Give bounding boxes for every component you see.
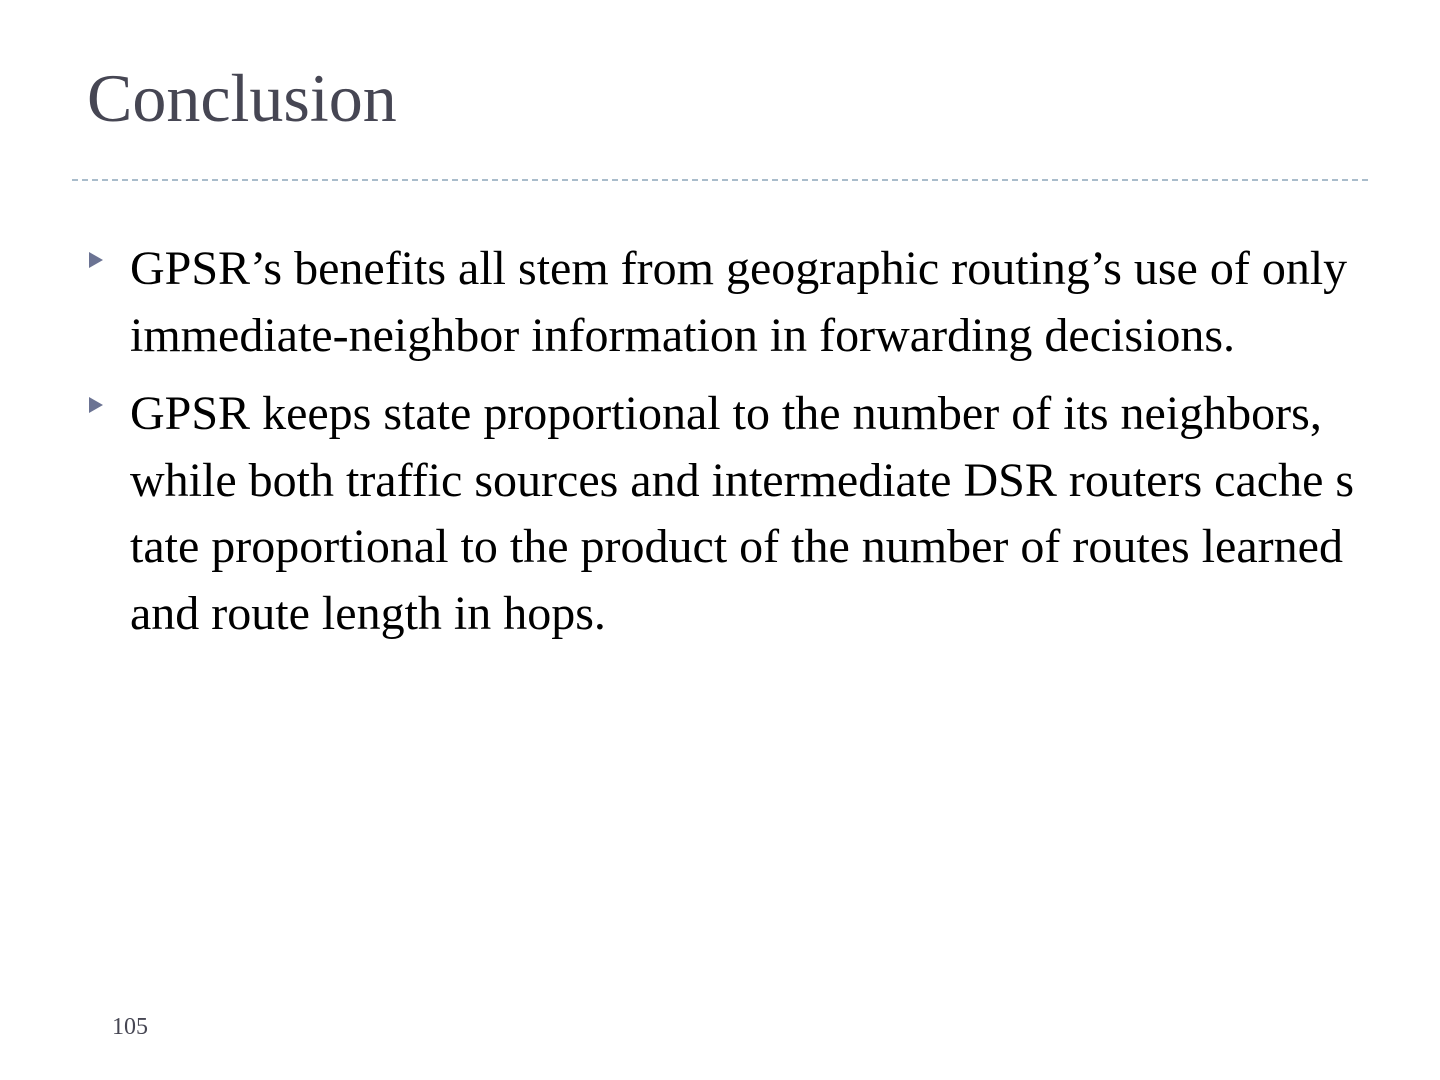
page-number: 105 bbox=[112, 1014, 148, 1040]
bullet-item bbox=[87, 381, 1362, 647]
title-divider bbox=[72, 179, 1368, 181]
bullet-text: GPSR’s benefits all stem from geographic routing’s use of only immediate-neighbor information in forwarding decisions. bbox=[130, 242, 1348, 362]
slide-title: Conclusion bbox=[87, 60, 397, 136]
bullet-text: GPSR keeps state proportional to the number of its neighbors, while both traffic sources and intermediate DSR routers cache state proportional to the product of the number of routes learned and route length in hops. bbox=[130, 387, 1355, 640]
triangle-right-icon bbox=[89, 397, 103, 413]
bullet-item bbox=[87, 236, 1362, 369]
triangle-right-icon bbox=[89, 252, 103, 268]
bullet-list bbox=[87, 236, 1362, 659]
